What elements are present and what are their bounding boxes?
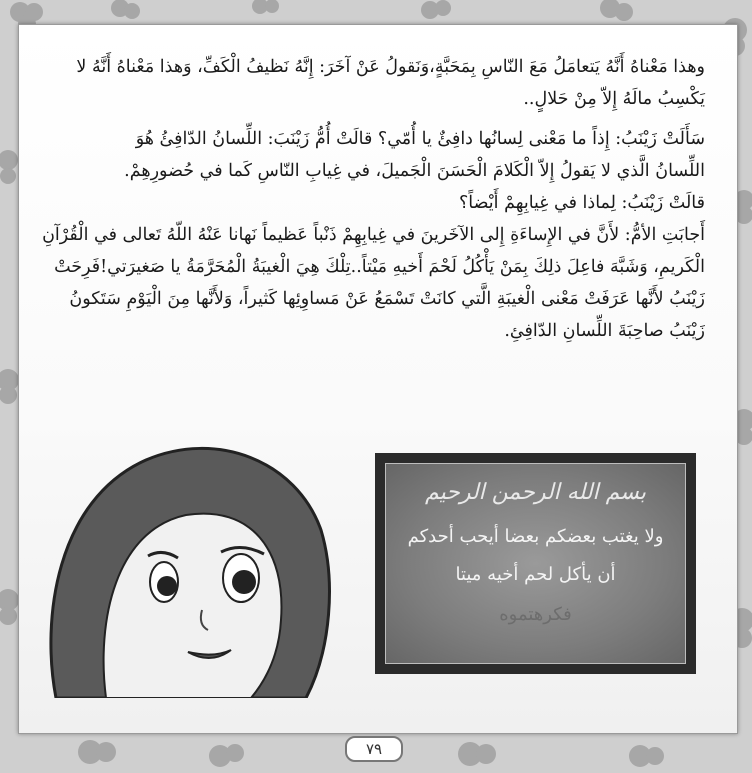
story-line: وهذا مَعْناهُ أَنَّهُ يَتعامَلُ مَعَ النّاسِ بِمَحَبَّةٍ،وَنَقولُ عَنْ آخَرَ: إِنَّهُ نَظيفُ الْكَفِّ، وَهذا مَعْناهُ أَنَّهُ لا: [76, 57, 705, 77]
story-line: الْكَريمِ، وَشَبَّهَ فاعِلَ ذلِكَ بِمَنْ يَأْكُلُ لَحْمَ أَخيهِ مَيْتاً..تِلْكَ هِيَ الْغيبَةُ الْمُحَرَّمَةُ يا صَغيرَتي!فَرِحَتْ: [54, 257, 705, 277]
story-line: يَكْسِبُ مالَهُ إِلاّ مِنْ حَلالٍ..: [523, 89, 705, 109]
verse-line: فكرهتموه: [499, 604, 572, 625]
verse-line: أن يأكل لحم أخيه ميتا: [455, 564, 616, 585]
story-line: سَأَلَتْ زَيْنَبُ: إِذاً ما مَعْنى لِسانُها دافِئٌ يا أُمّي؟ قالَتْ أُمُّ زَيْنَبَ: اللِّسانُ الدّافِئُ هُوَ: [135, 129, 705, 149]
verse-panel: [385, 463, 686, 664]
page-number: ٧٩: [345, 736, 403, 762]
story-line: زَيْنَبُ صاحِبَةَ اللِّسانِ الدّافِئِ.: [504, 321, 705, 341]
quran-verse-frame: [375, 453, 696, 674]
story-line: اللِّسانُ الَّذي لا يَقولُ إِلاّ الْكَلامَ الْحَسَنَ الْجَميلَ، في غِيابِ النّاسِ كَما في حُضورِهِمْ.: [124, 161, 705, 181]
story-text: [25, 55, 705, 351]
story-line: أَجابَتِ الأمُّ: لأَنَّ في الإِساءَةِ إِلى الآخَرينَ في غِيابِهِمْ ذَنْباً عَظيماً نَهانا عَنْهُ اللّهُ تَعالى في الْقُرْآنِ: [42, 225, 705, 245]
story-line: زَيْنَبُ لأَنَّها عَرَفَتْ مَعْنى الْغيبَةِ الَّتي كانَتْ تَسْمَعُ عَنْ مَساوِئِها كَثيراً، وَلأَنَّها مِنَ الْيَوْمِ سَتَكونُ: [69, 289, 705, 309]
story-line: قالَتْ زَيْنَبُ: لِماذا في غِيابِهِمْ أَيْضاً؟: [459, 193, 705, 213]
basmala-text: بسم الله الرحمن الرحيم: [424, 480, 647, 505]
verse-line: ولا يغتب بعضكم بعضا أيحب أحدكم: [407, 526, 664, 547]
girl-portrait-illustration: [36, 420, 336, 698]
